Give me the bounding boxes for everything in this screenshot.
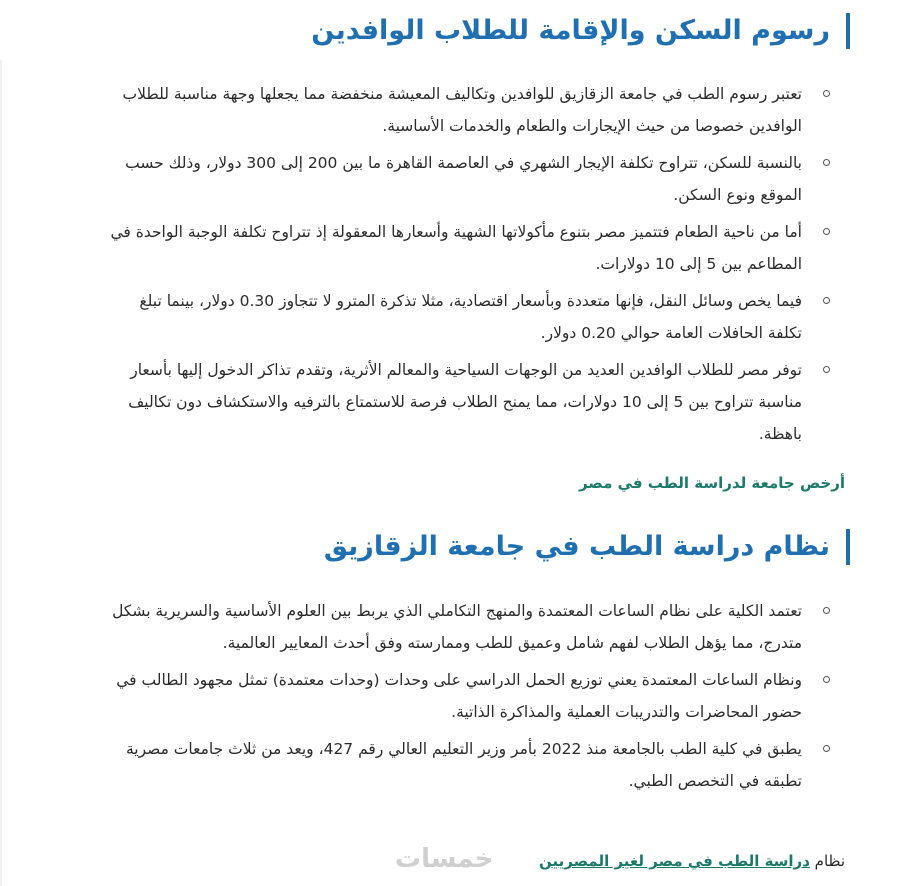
bullet-circle-icon xyxy=(823,607,830,614)
list-item xyxy=(110,285,830,349)
page-edge-divider xyxy=(0,60,2,886)
list-item xyxy=(110,78,830,142)
bullet-circle-icon xyxy=(823,159,830,166)
bullet-circle-icon xyxy=(823,228,830,235)
list-item xyxy=(110,216,830,280)
list-item-text: تعتبر رسوم الطب في جامعة الزقازيق للوافدين وتكاليف المعيشة منخفضة مما يجعلها وجهة مناسبة للطلاب الوافدين خصوصا من حيث الإيجارات والطعام والخدمات الأساسية. xyxy=(122,85,802,135)
list-item-text: بالنسبة للسكن، تتراوح تكلفة الإيجار الشهري في العاصمة القاهرة ما بين 200 إلى 300 دولار، وذلك حسب الموقع ونوع السكن. xyxy=(125,154,802,204)
housing-fees-list xyxy=(110,78,830,455)
list-item-text: تعتمد الكلية على نظام الساعات المعتمدة والمنهج التكاملي الذي يربط بين العلوم الأساسية والسريرية بشكل متدرج، مما يؤهل الطلاب لفهم شامل وعميق للطب وممارسته وفق أحدث المعايير العالمية. xyxy=(112,602,802,652)
list-item-text: ونظام الساعات المعتمدة يعني توزيع الحمل الدراسي على وحدات (وحدات معتمدة) تمثل مجهود الطالب في حضور المحاضرات والتدريبات العملية والمذاكرة الذاتية. xyxy=(116,671,802,721)
watermark-logo: خمسات xyxy=(395,844,494,874)
list-item xyxy=(110,664,830,728)
list-item-text: أما من ناحية الطعام فتتميز مصر بتنوع مأكولاتها الشهية وأسعارها المعقولة إذ تتراوح تكلفة الوجبة الواحدة في المطاعم بين 5 إلى 10 دولارات. xyxy=(110,223,802,273)
bullet-circle-icon xyxy=(823,90,830,97)
list-item xyxy=(110,595,830,659)
related-article-link-study-for-foreigners[interactable]: دراسة الطب في مصر لغير المصريين xyxy=(539,852,810,870)
bullet-circle-icon xyxy=(823,676,830,683)
bullet-circle-icon xyxy=(823,297,830,304)
list-item-text: يطبق في كلية الطب بالجامعة منذ 2022 بأمر وزير التعليم العالي رقم 427، ويعد من ثلاث جامعات مصرية تطبقه في التخصص الطبي. xyxy=(125,740,802,790)
list-item xyxy=(110,147,830,211)
list-item-text: فيما يخص وسائل النقل، فإنها متعددة وبأسعار اقتصادية، مثلا تذكرة المترو لا تتجاوز 0.30 دولار، بينما تبلغ تكلفة الحافلات العامة حوالي 0.20 دولار. xyxy=(139,292,802,342)
bullet-circle-icon xyxy=(823,366,830,373)
section-title-housing-fees: رسوم السكن والإقامة للطلاب الوافدين xyxy=(311,13,850,49)
related-prefix-text: نظام xyxy=(809,852,845,870)
related-article-link-cheapest-university[interactable]: أرخص جامعة لدراسة الطب في مصر xyxy=(578,474,845,492)
list-item xyxy=(110,733,830,797)
study-system-list xyxy=(110,595,830,802)
list-item xyxy=(110,354,830,450)
list-item-text: توفر مصر للطلاب الوافدين العديد من الوجهات السياحية والمعالم الأثرية، وتقدم تذاكر الدخول إليها بأسعار مناسبة تتراوح بين 5 إلى 10 دولارات، مما يمنح الطلاب فرصة للاستمتاع بالترفيه والاستكشاف دون تكاليف باهظة. xyxy=(128,361,802,443)
bullet-circle-icon xyxy=(823,745,830,752)
related-article-line xyxy=(539,852,845,870)
section-title-study-system: نظام دراسة الطب في جامعة الزقازيق xyxy=(324,529,850,565)
